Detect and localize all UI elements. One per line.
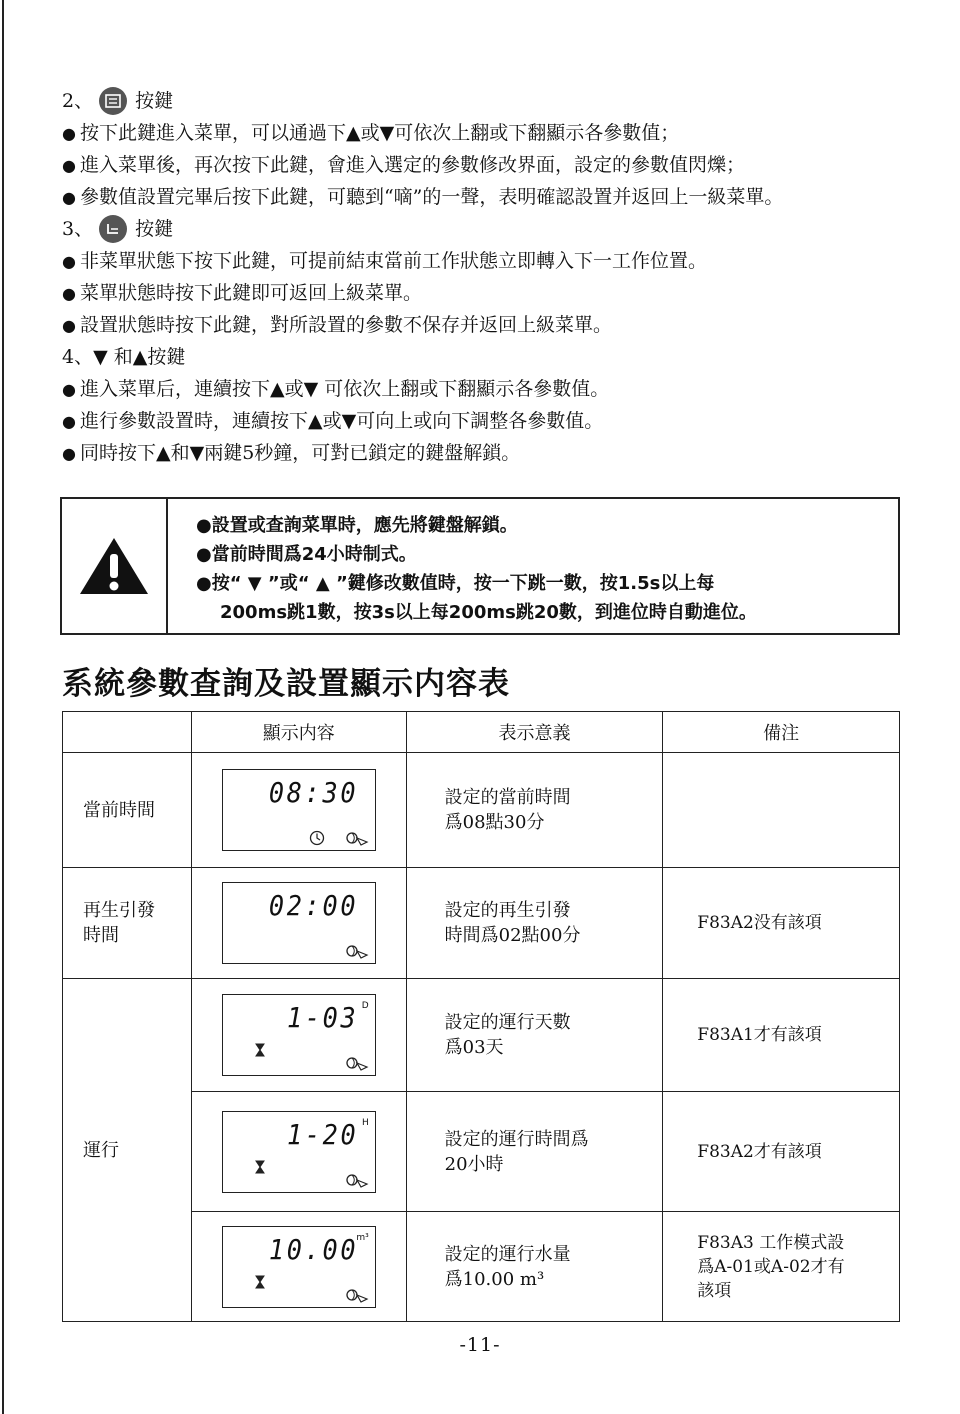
lcd-cell [191, 979, 406, 1092]
bullet-icon: ● [62, 316, 76, 335]
key3-line-3 [62, 309, 922, 341]
menu-key-icon [99, 87, 127, 115]
key4-line-3 [62, 437, 922, 469]
key2-line-3-text: 參數值設置完畢后按下此鍵，可聽到“嘀”的一聲，表明確認設置并返回上一級菜單。 [79, 186, 784, 208]
note-line: 該項 [697, 1280, 732, 1301]
key3-line-1 [62, 245, 922, 277]
label-line: 當前時間 [83, 799, 155, 821]
warning-icon [78, 534, 150, 598]
return-key-icon [99, 215, 127, 243]
water-flow-icon [345, 943, 369, 959]
table-header-row [63, 712, 900, 753]
note-line: F83A1才有該項 [697, 1025, 822, 1045]
notice-line-2: ●當前時間爲24小時制式。 [196, 544, 417, 565]
label-line: 再生引發 [83, 900, 155, 921]
header-cell [63, 712, 192, 753]
desc-line: 設定的運行水量 [444, 1243, 571, 1265]
lcd-digits: 10.00 [269, 1232, 359, 1266]
key4-line-2-text: 進行參數設置時，連續按下▲或▼可向上或向下調整各參數值。 [79, 410, 604, 432]
key2-line-1 [62, 117, 922, 149]
key3-line-2-text: 菜單狀態時按下此鍵即可返回上級菜單。 [79, 282, 422, 304]
table-row [63, 868, 900, 979]
lcd-unit: D [361, 1001, 369, 1011]
hourglass-icon [255, 1160, 265, 1174]
key3-heading [62, 213, 922, 245]
notice-line-1: ●設置或查詢菜單時，應先將鍵盤解鎖。 [196, 515, 518, 536]
table-row [63, 753, 900, 868]
row-label [63, 753, 192, 868]
header-cell: 備注 [663, 712, 900, 753]
row-description [406, 979, 663, 1092]
table-row [63, 979, 900, 1092]
bullet-icon: ● [62, 412, 76, 431]
notice-line-4: 200ms跳1數，按3s以上每200ms跳20數，到進位時自動進位。 [220, 602, 757, 623]
lcd-display [222, 994, 376, 1076]
lcd-digits: 08:30 [269, 776, 359, 809]
key3-suffix: 按鍵 [135, 218, 174, 240]
row-description [406, 753, 663, 868]
row-note [663, 979, 900, 1092]
row-description [406, 868, 663, 979]
key2-line-3 [62, 181, 922, 213]
bullet-icon: ● [62, 124, 76, 143]
bullet-icon: ● [62, 444, 76, 463]
key2-section [62, 85, 922, 469]
key2-suffix: 按鍵 [135, 90, 174, 112]
lcd-display [222, 1226, 376, 1308]
lcd-unit: m³ [356, 1232, 369, 1243]
lcd-digits: 1-20 [287, 1117, 359, 1151]
row-note [663, 1212, 900, 1322]
label-line: 運行 [83, 1139, 119, 1161]
lcd-cell [191, 868, 406, 979]
lcd-digits: 1-03 [287, 1001, 359, 1034]
row-note [663, 753, 900, 868]
notice-text [168, 499, 757, 633]
lcd-cell [191, 1092, 406, 1212]
row-note [663, 1092, 900, 1212]
lcd-display [222, 1111, 376, 1193]
key2-line-2 [62, 149, 922, 181]
row-label [63, 868, 192, 979]
hourglass-icon [255, 1275, 265, 1289]
lcd-display [222, 882, 376, 964]
row-description [406, 1212, 663, 1322]
desc-line: 爲03天 [444, 1037, 504, 1058]
label-line: 時間 [83, 925, 119, 946]
lcd-unit: H [361, 1117, 369, 1128]
lcd-cell [191, 1212, 406, 1322]
bullet-icon: ● [62, 188, 76, 207]
bullet-icon: ● [62, 380, 76, 399]
key2-heading [62, 85, 922, 117]
parameter-table [62, 711, 900, 1322]
page-margin-rule [2, 0, 4, 1414]
row-note [663, 868, 900, 979]
page-title: 系統參數查詢及設置顯示内容表 [62, 666, 510, 702]
lcd-cell [191, 753, 406, 868]
desc-line: 設定的當前時間 [444, 787, 571, 808]
key3-number: 3、 [62, 218, 94, 240]
row-description [406, 1092, 663, 1212]
hourglass-icon [255, 1043, 265, 1057]
water-flow-icon [345, 1055, 369, 1071]
clock-icon [309, 830, 325, 846]
header-cell: 表示意義 [406, 712, 663, 753]
key3-line-2 [62, 277, 922, 309]
bullet-icon: ● [62, 284, 76, 303]
note-line: F83A2没有該項 [697, 913, 822, 933]
key3-line-1-text: 非菜單狀態下按下此鍵，可提前結束當前工作狀態立即轉入下一工作位置。 [79, 250, 707, 272]
notice-icon-cell [62, 499, 168, 633]
key4-line-1 [62, 373, 922, 405]
key2-line-1-text: 按下此鍵進入菜單，可以通過下▲或▼可依次上翻或下翻顯示各參數值； [79, 122, 680, 144]
bullet-icon: ● [62, 252, 76, 271]
key4-heading: 4、▼ 和▲按鍵 [62, 346, 186, 368]
page-number: -11- [459, 1334, 501, 1356]
row-label [63, 979, 192, 1322]
note-line: 爲A-01或A-02才有 [697, 1256, 845, 1277]
lcd-display [222, 769, 376, 851]
desc-line: 20小時 [444, 1153, 504, 1175]
desc-line: 爲08點30分 [444, 812, 545, 833]
key2-number: 2、 [62, 90, 94, 112]
key4-line-3-text: 同時按下▲和▼兩鍵5秒鐘，可對已鎖定的鍵盤解鎖。 [79, 442, 521, 464]
desc-line: 設定的再生引發 [444, 900, 571, 921]
key4-line-2 [62, 405, 922, 437]
bullet-icon: ● [62, 156, 76, 175]
note-line: F83A2才有該項 [697, 1141, 822, 1162]
lcd-digits: 02:00 [269, 889, 359, 922]
key3-line-3-text: 設置狀態時按下此鍵，對所設置的參數不保存并返回上級菜單。 [79, 314, 612, 336]
water-flow-icon [345, 1287, 369, 1303]
desc-line: 爲10.00 m³ [444, 1268, 545, 1290]
desc-line: 設定的運行天數 [444, 1012, 571, 1033]
note-line: F83A3 工作模式設 [697, 1232, 845, 1253]
notice-line-3: ●按“ ▼ ”或“ ▲ ”鍵修改數值時，按一下跳一數，按1.5s以上每 [196, 573, 715, 594]
key4-line-1-text: 進入菜單后，連續按下▲或▼ 可依次上翻或下翻顯示各參數值。 [79, 378, 610, 400]
desc-line: 時間爲02點00分 [444, 925, 581, 946]
water-flow-icon [345, 830, 369, 846]
water-flow-icon [345, 1172, 369, 1188]
notice-box [60, 497, 900, 635]
header-cell: 顯示内容 [191, 712, 406, 753]
desc-line: 設定的運行時間爲 [444, 1128, 589, 1150]
key2-line-2-text: 進入菜單後，再次按下此鍵，會進入選定的參數修改界面，設定的參數值閃爍； [79, 154, 745, 176]
